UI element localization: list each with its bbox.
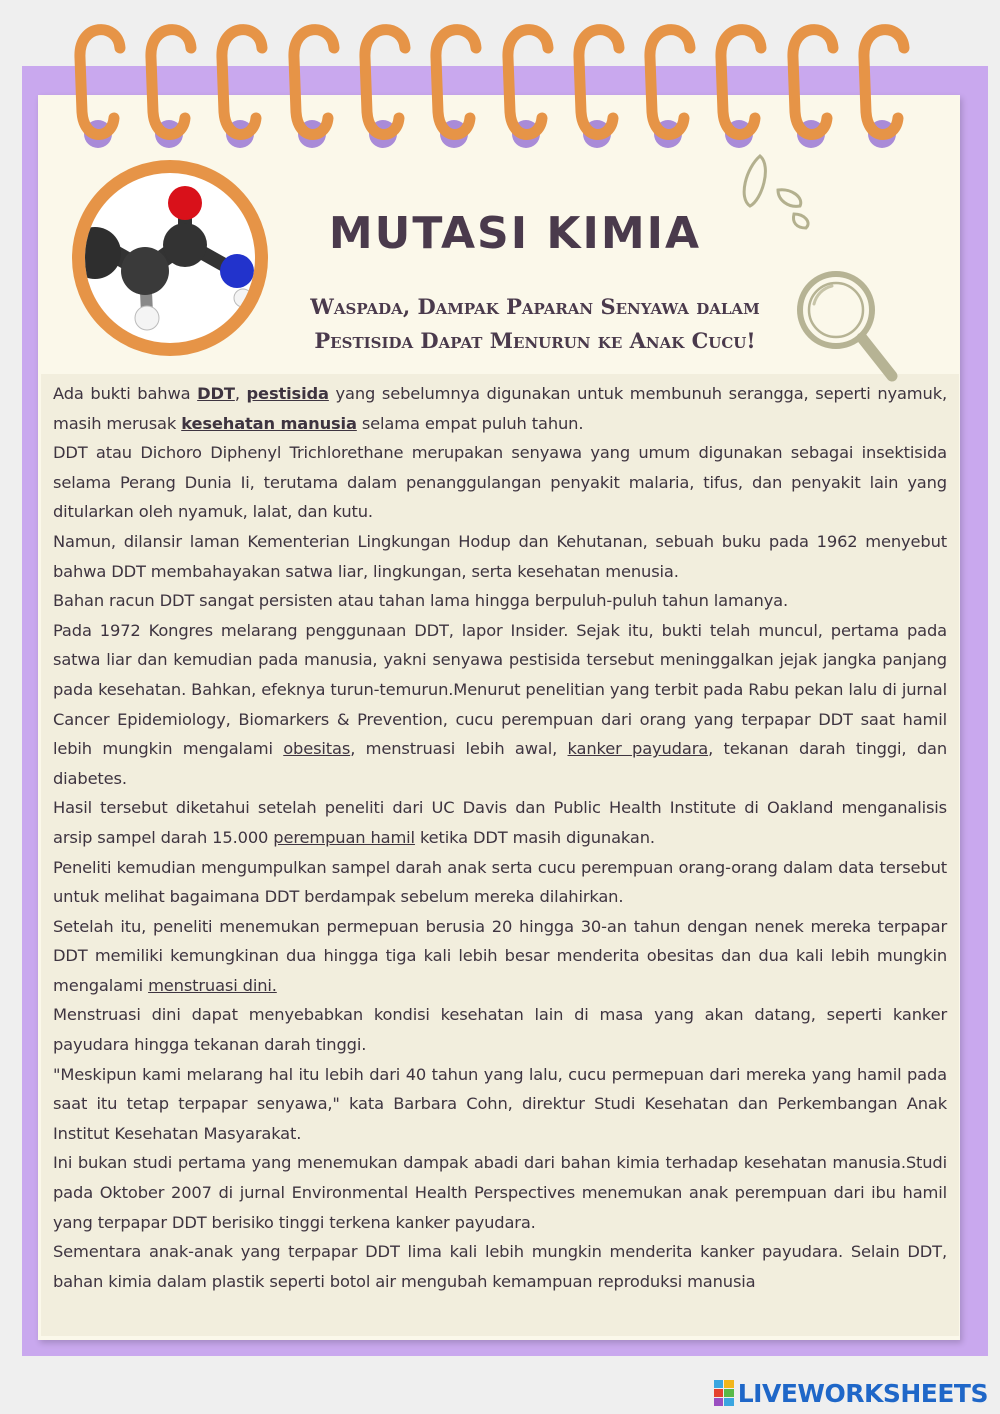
- paragraph-11: Ini bukan studi pertama yang menemukan dampak abadi dari bahan kimia terhadap kesehatan manusia.Studi pada Oktober 2007 di jurnal Environmental Health Perspectives menemukan anak perempuan dari ibu hamil yang terpapar DDT berisiko tinggi terkena kanker payudara.: [53, 1153, 947, 1232]
- spiral-ring-icon: [864, 30, 904, 135]
- magnifier-icon: [792, 266, 902, 386]
- spiral-ring-icon: [579, 30, 619, 135]
- paragraph-5: [53, 616, 947, 794]
- paragraph-2: DDT atau Dichoro Diphenyl Trichlorethane merupakan senyawa yang umum digunakan sebagai insektisida selama Perang Dunia Ii, terutama dalam penanggulangan penyakit malaria, tifus, dan penyakit lain yang ditularkan oleh nyamuk, lalat, dan kutu.: [53, 443, 947, 522]
- subtitle-line-2: Pestisida Dapat Menurun ke Anak Cucu!: [314, 328, 756, 353]
- link-kanker-payudara[interactable]: kanker payudara: [567, 739, 709, 759]
- molecule-icon: [85, 173, 255, 343]
- link-ddt[interactable]: DDT: [197, 384, 235, 403]
- spiral-ring-icon: [222, 30, 262, 135]
- link-obesitas[interactable]: obesitas: [283, 739, 351, 759]
- spiral-ring-icon: [365, 30, 405, 135]
- paragraph-12: Sementara anak-anak yang terpapar DDT lima kali lebih mungkin menderita kanker payudara. Selain DDT, bahan kimia dalam plastik seperti botol air mengubah kemampuan reproduksi manusia: [53, 1242, 947, 1291]
- spiral-ring-icon: [80, 30, 120, 135]
- text-run: selama empat puluh tahun.: [356, 413, 584, 433]
- page-title: MUTASI KIMIA: [328, 208, 702, 259]
- paragraph-3: Namun, dilansir laman Kementerian Lingkungan Hodup dan Kehutanan, sebuah buku pada 1962 menyebut bahwa DDT membahayakan satwa liar, lingkungan, serta kesehatan menusia.: [53, 531, 947, 581]
- article-body: [53, 379, 947, 1296]
- link-menstruasi-dini[interactable]: menstruasi dini.: [148, 975, 277, 995]
- paragraph-6: [53, 793, 947, 852]
- link-pestisida[interactable]: pestisida: [246, 384, 329, 403]
- spiral-ring-icon: [151, 30, 191, 135]
- spiral-ring-icon: [436, 30, 476, 135]
- brand-badge-icon: [714, 1380, 734, 1406]
- spiral-ring-icon: [721, 30, 761, 135]
- subtitle-line-1: Waspada, Dampak Paparan Senyawa dalam: [310, 294, 760, 319]
- spiral-ring-icon: [294, 30, 334, 135]
- text-run: , menstruasi lebih awal,: [350, 739, 568, 759]
- text-run: Hasil tersebut diketahui setelah peneliti dari UC Davis dan Public Health Institute di Oakland menganalisis arsip sampel darah 15.000: [53, 798, 947, 847]
- text-run: ,: [234, 384, 247, 403]
- paragraph-10: "Meskipun kami melarang hal itu lebih dari 40 tahun yang lalu, cucu permepuan dari mereka yang hamil pada saat itu tetap terpapar senyawa," kata Barbara Cohn, direktur Studi Kesehatan dan Perkembangan Anak Institut Kesehatan Masyarakat.: [53, 1064, 947, 1143]
- text-run: yang sebelumnya digunakan untuk membunuh serangga, seperti nyamuk, masih merusak: [53, 384, 947, 433]
- page-subtitle: [270, 290, 800, 358]
- paragraph-4: Bahan racun DDT sangat persisten atau tahan lama hingga berpuluh-puluh tahun lamanya.: [53, 591, 789, 611]
- spiral-rings: [0, 0, 1000, 170]
- spiral-ring-icon: [650, 30, 690, 135]
- molecule-image: [72, 160, 268, 356]
- paragraph-9: Menstruasi dini dapat menyebabkan kondisi kesehatan lain di masa yang akan datang, seperti kanker payudara hingga tekanan darah tinggi.: [53, 1005, 947, 1055]
- link-kesehatan-manusia[interactable]: kesehatan manusia: [181, 413, 357, 433]
- text-run: Setelah itu, peneliti menemukan permepuan berusia 20 hingga 30-an tahun dengan nenek mereka terpapar DDT memiliki kemungkinan dua hingga tiga kali lebih besar menderita obesitas dan dua kali lebih mungkin mengalami: [53, 916, 947, 995]
- text-run: ketika DDT masih digunakan.: [414, 827, 655, 847]
- text-run: Pada 1972 Kongres melarang penggunaan DDT, lapor Insider. Sejak itu, bukti telah muncul, pertama pada satwa liar dan kemudian pada manusia, yakni senyawa pestisida tersebut meninggalkan jejak jangka panjang pada kesehatan. Bahkan, efeknya turun-temurun.Menurut penelitian yang terbit pada Rabu pekan lalu di jurnal Cancer Epidemiology, Biomarkers & Prevention, cucu perempuan dari orang yang terpapar DDT saat hamil lebih mungkin mengalami: [53, 620, 947, 759]
- paragraph-7: Peneliti kemudian mengumpulkan sampel darah anak serta cucu perempuan orang-orang dalam data tersebut untuk melihat bagaimana DDT berdampak sebelum mereka dilahirkan.: [53, 857, 947, 907]
- spiral-ring-icon: [508, 30, 548, 135]
- paragraph-1: [53, 379, 947, 438]
- link-perempuan-hamil[interactable]: perempuan hamil: [273, 827, 415, 847]
- text-run: Ada bukti bahwa: [53, 384, 198, 403]
- paragraph-8: [53, 912, 947, 1001]
- brand-text: LIVEWORKSHEETS: [737, 1378, 988, 1408]
- liveworksheets-logo[interactable]: [714, 1378, 988, 1408]
- text-run: , tekanan darah tinggi, dan diabetes.: [53, 739, 948, 788]
- spiral-ring-icon: [793, 30, 833, 135]
